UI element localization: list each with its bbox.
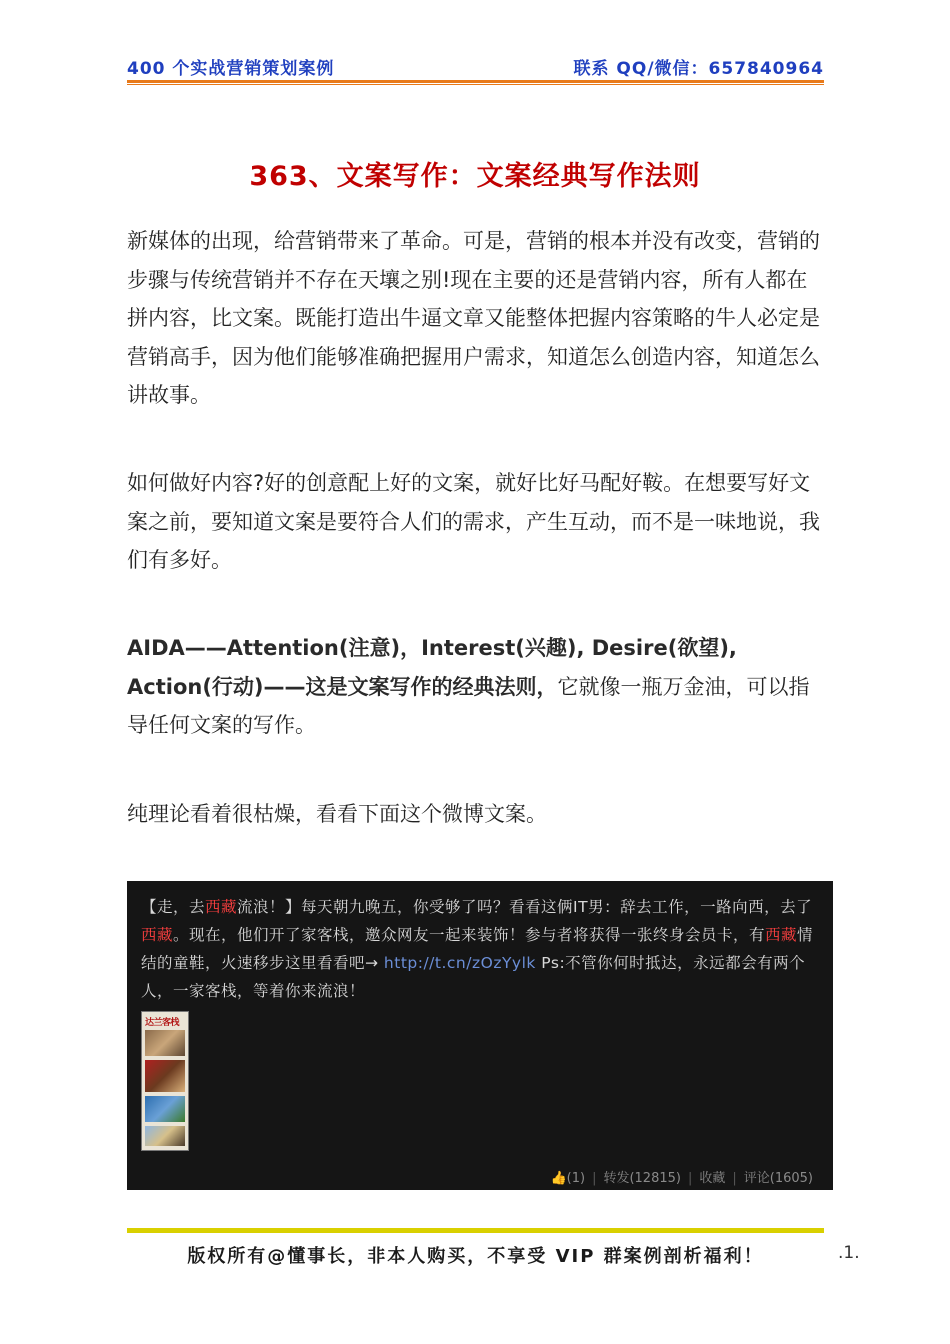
- header-divider: [127, 80, 824, 86]
- comment-button[interactable]: 评论(1605): [743, 1171, 813, 1186]
- separator: |: [732, 1171, 737, 1186]
- thumbs-up-icon: 👍: [550, 1171, 567, 1186]
- weibo-highlight: 西藏: [205, 898, 238, 916]
- aida-definition: AIDA——Attention(注意)，Interest(兴趣), Desire(欲望), Action(行动)——这是文案写作的经典法则，: [127, 636, 737, 699]
- favorite-button[interactable]: 收藏: [699, 1171, 726, 1186]
- page-header: [127, 54, 824, 80]
- header-divider-thick: [127, 80, 824, 83]
- like-button[interactable]: [550, 1171, 585, 1186]
- weibo-post-text: [141, 893, 821, 1005]
- weibo-highlight: 西藏: [765, 926, 798, 944]
- page-number: .1.: [838, 1243, 860, 1263]
- header-contact: 联系 QQ/微信：657840964: [573, 59, 824, 79]
- photo-2: [145, 1060, 185, 1092]
- weibo-text-part: 。现在，他们开了家客栈，邀众网友一起来装饰！参与者将获得一张终身会员卡，有: [173, 926, 766, 944]
- header-title: 400 个实战营销策划案例: [127, 59, 335, 79]
- weibo-screenshot: [127, 881, 833, 1190]
- weibo-highlight: 西藏: [141, 926, 174, 944]
- paragraph-intro: 新媒体的出现，给营销带来了革命。可是，营销的根本并没有改变，营销的步骤与传统营销并不存在天壤之别!现在主要的还是营销内容，所有人都在拼内容，比文案。既能打造出牛逼文章又能整体把握内容策略的牛人必定是营销高手，因为他们能够准确把握用户需求，知道怎么创造内容，知道怎么讲故事。: [127, 229, 820, 407]
- weibo-text-part: 【走，去: [141, 898, 206, 916]
- photo-1: [145, 1030, 185, 1056]
- paragraph-example-intro: 纯理论看着很枯燥，看看下面这个微博文案。: [127, 802, 547, 826]
- like-count: (1): [566, 1171, 586, 1186]
- header-divider-thin: [127, 84, 824, 85]
- aida-explanation: 它就像一瓶万金油，可以指导任何文案的写作。: [127, 674, 810, 737]
- paragraph-content: 如何做好内容?好的创意配上好的文案，就好比好马配好鞍。在想要写好文案之前，要知道文案是要符合人们的需求，产生互动，而不是一味地说，我们有多好。: [127, 471, 820, 572]
- weibo-text-part: 情结的童鞋，火速移步这里看看吧→: [141, 926, 814, 972]
- article-title: 363、文案写作：文案经典写作法则: [249, 161, 701, 192]
- repost-button[interactable]: 转发(12815): [603, 1171, 681, 1186]
- weibo-text-part: Ps:不管你何时抵达，永远都会有两个人，一家客栈，等着你来流浪！: [141, 954, 806, 1000]
- photo-3: [145, 1096, 185, 1122]
- separator: |: [687, 1171, 693, 1186]
- paragraph-aida: [127, 629, 827, 745]
- weibo-link[interactable]: http://t.cn/zOzYylk: [383, 954, 536, 972]
- weibo-action-bar: [550, 1167, 813, 1186]
- photo-4: [145, 1126, 185, 1146]
- thumbnail-label: 达兰客栈: [145, 1018, 180, 1028]
- footer-copyright: 版权所有@懂事长，非本人购买，不享受 VIP 群案例剖析福利！: [187, 1246, 764, 1267]
- footer-divider: [127, 1228, 824, 1233]
- separator: |: [592, 1171, 597, 1186]
- weibo-text-part: 流浪！】每天朝九晚五，你受够了吗？看看这俩IT男：辞去工作，一路向西，去了: [237, 898, 813, 916]
- weibo-image-thumbnail[interactable]: [141, 1011, 189, 1151]
